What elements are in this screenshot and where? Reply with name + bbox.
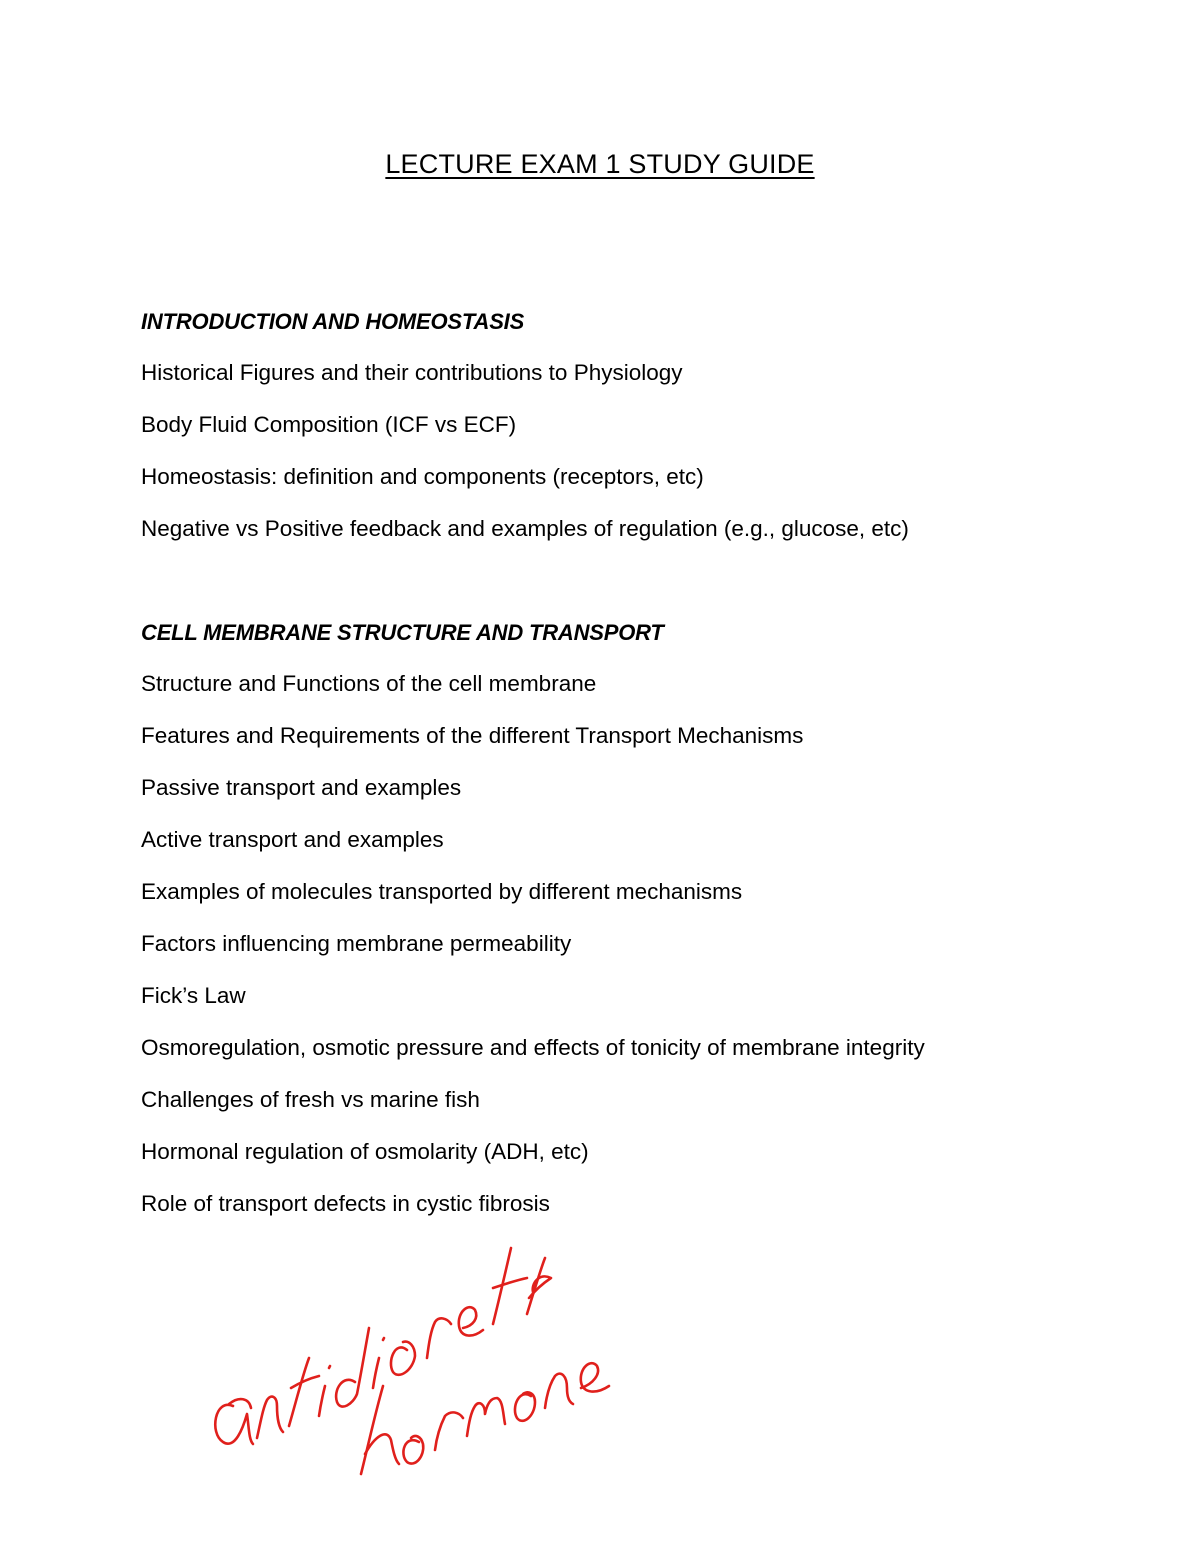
section-introduction-homeostasis — [141, 306, 1121, 565]
list-item: Examples of molecules transported by different mechanisms — [141, 879, 743, 904]
handwriting-word-hormone — [361, 1363, 609, 1474]
handwriting-ink — [205, 1228, 625, 1478]
list-item: Challenges of fresh vs marine fish — [141, 1087, 480, 1112]
list-item: Features and Requirements of the different Transport Mechanisms — [141, 723, 804, 748]
list-item: Osmoregulation, osmotic pressure and effects of tonicity of membrane integrity — [141, 1035, 925, 1060]
section-cell-membrane-transport — [141, 617, 1121, 1240]
page-title: LECTURE EXAM 1 STUDY GUIDE — [385, 149, 815, 179]
list-item: Passive transport and examples — [141, 775, 462, 800]
handwriting-word-antidiuretic — [215, 1248, 551, 1444]
list-item: Structure and Functions of the cell membrane — [141, 671, 597, 696]
list-item: Body Fluid Composition (ICF vs ECF) — [141, 412, 517, 437]
list-item: Historical Figures and their contributions to Physiology — [141, 360, 683, 385]
list-item: Role of transport defects in cystic fibrosis — [141, 1191, 550, 1216]
list-item: Fick’s Law — [141, 983, 246, 1008]
list-item: Homeostasis: definition and components (receptors, etc) — [141, 464, 704, 489]
section-heading: CELL MEMBRANE STRUCTURE AND TRANSPORT — [141, 620, 664, 645]
list-item: Active transport and examples — [141, 827, 444, 852]
list-item: Negative vs Positive feedback and examples of regulation (e.g., glucose, etc) — [141, 516, 909, 541]
topic-list — [141, 668, 1121, 1240]
list-item: Hormonal regulation of osmolarity (ADH, etc) — [141, 1139, 589, 1164]
list-item: Factors influencing membrane permeability — [141, 931, 572, 956]
handwritten-annotation — [205, 1228, 625, 1478]
topic-list — [141, 357, 1121, 565]
section-heading: INTRODUCTION AND HOMEOSTASIS — [141, 309, 525, 334]
